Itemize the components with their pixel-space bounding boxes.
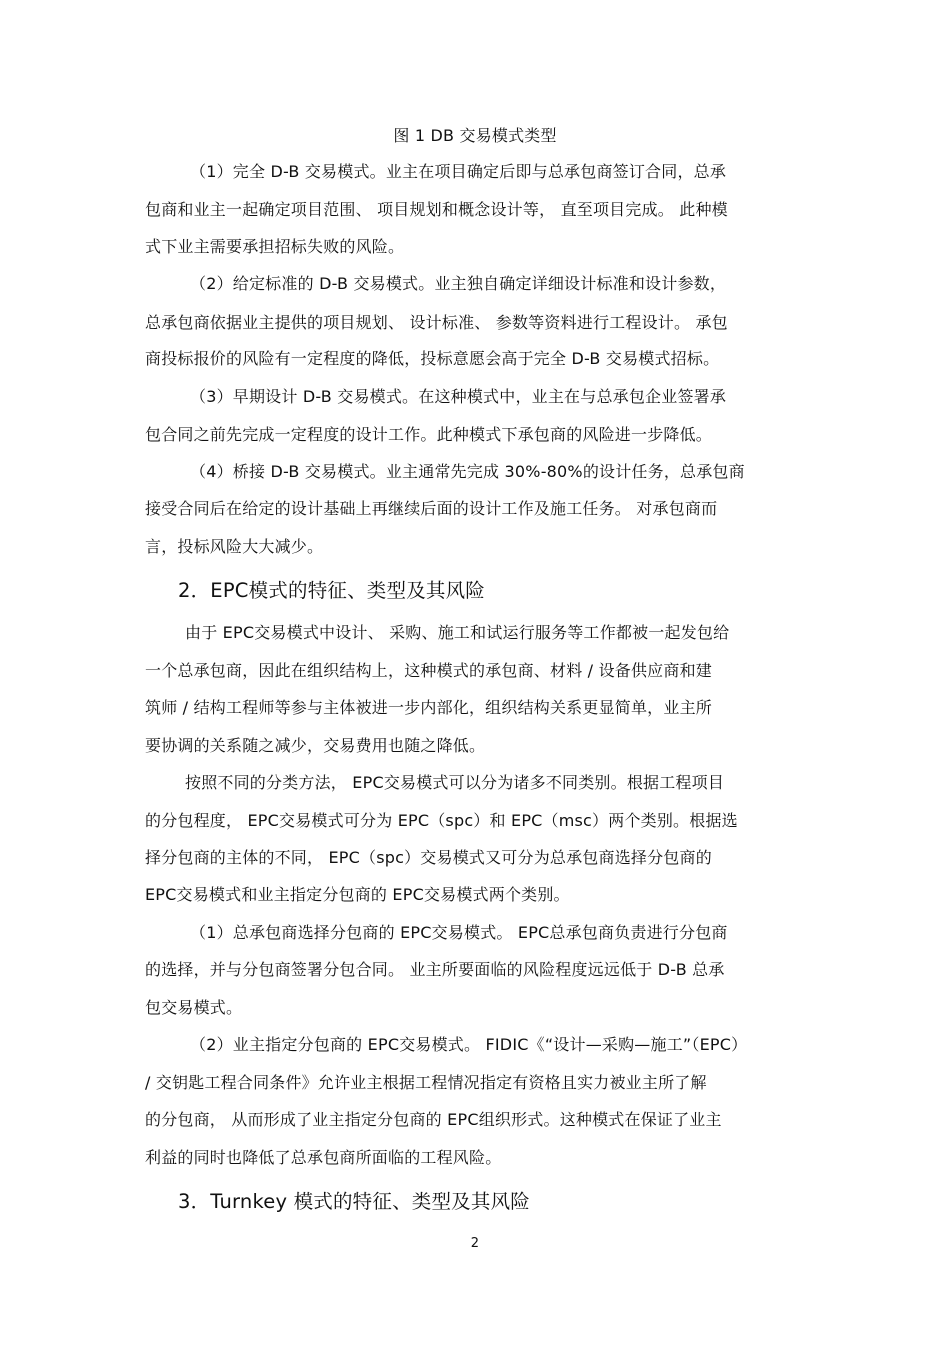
section-heading-epc: 2．EPC模式的特征、类型及其风险	[178, 579, 486, 602]
paragraph-line: 商投标报价的风险有一定程度的降低，投标意愿会高于完全 D-B 交易模式招标。	[145, 349, 720, 368]
paragraph-line: 的选择，并与分包商签署分包合同。 业主所要面临的风险程度远远低于 D-B 总承	[145, 960, 725, 979]
paragraph-line: （1）完全 D-B 交易模式。业主在项目确定后即与总承包商签订合同，总承	[190, 162, 727, 181]
paragraph-line: / 交钥匙工程合同条件》允许业主根据工程情况指定有资格且实力被业主所了解	[145, 1073, 707, 1092]
page-number: 2	[470, 1236, 480, 1251]
paragraph-line: （3）早期设计 D-B 交易模式。在这种模式中，业主在与总承包企业签署承	[190, 387, 727, 406]
paragraph-line: （1）总承包商选择分包商的 EPC交易模式。 EPC总承包商负责进行分包商	[190, 923, 728, 942]
paragraph-line: 包商和业主一起确定项目范围、 项目规划和概念设计等， 直至项目完成。 此种模	[145, 200, 728, 219]
section-heading-turnkey: 3．Turnkey 模式的特征、类型及其风险	[178, 1190, 530, 1213]
paragraph-line: 的分包程度， EPC交易模式可分为 EPC（spc）和 EPC（msc）两个类别。根据选	[145, 811, 738, 830]
paragraph-line: 择分包商的主体的不同， EPC（spc）交易模式又可分为总承包商选择分包商的	[145, 848, 712, 867]
paragraph-line: 总承包商依据业主提供的项目规划、 设计标准、 参数等资料进行工程设计。 承包	[145, 313, 728, 332]
paragraph-line: 式下业主需要承担招标失败的风险。	[145, 237, 405, 256]
paragraph-line: 利益的同时也降低了总承包商所面临的工程风险。	[145, 1148, 502, 1167]
paragraph-line: 接受合同后在给定的设计基础上再继续后面的设计工作及施工任务。 对承包商而	[145, 499, 718, 518]
paragraph-line: 包交易模式。	[145, 998, 243, 1017]
paragraph-line: 一个总承包商，因此在组织结构上，这种模式的承包商、材料 / 设备供应商和建	[145, 661, 712, 680]
paragraph-line: （2）业主指定分包商的 EPC交易模式。 FIDIC《“设计—采购—施工”（EPC）	[190, 1035, 748, 1054]
paragraph-line: 包合同之前先完成一定程度的设计工作。此种模式下承包商的风险进一步降低。	[145, 425, 713, 444]
paragraph-line: 筑师 / 结构工程师等参与主体被进一步内部化，组织结构关系更显简单，业主所	[145, 698, 712, 717]
paragraph-line: （4）桥接 D-B 交易模式。业主通常先完成 30%-80%的设计任务，总承包商	[190, 462, 745, 481]
paragraph-line: 的分包商， 从而形成了业主指定分包商的 EPC组织形式。这种模式在保证了业主	[145, 1110, 722, 1129]
paragraph-line: 言，投标风险大大减少。	[145, 537, 324, 556]
paragraph-line: 由于 EPC交易模式中设计、 采购、施工和试运行服务等工作都被一起发包给	[185, 623, 730, 642]
figure-caption: 图 1 DB 交易模式类型	[393, 126, 557, 145]
paragraph-line: （2）给定标准的 D-B 交易模式。业主独自确定详细设计标准和设计参数，	[190, 274, 727, 293]
paragraph-line: EPC交易模式和业主指定分包商的 EPC交易模式两个类别。	[145, 885, 570, 904]
paragraph-line: 要协调的关系随之减少，交易费用也随之降低。	[145, 736, 486, 755]
paragraph-line: 按照不同的分类方法， EPC交易模式可以分为诸多不同类别。根据工程项目	[185, 773, 725, 792]
